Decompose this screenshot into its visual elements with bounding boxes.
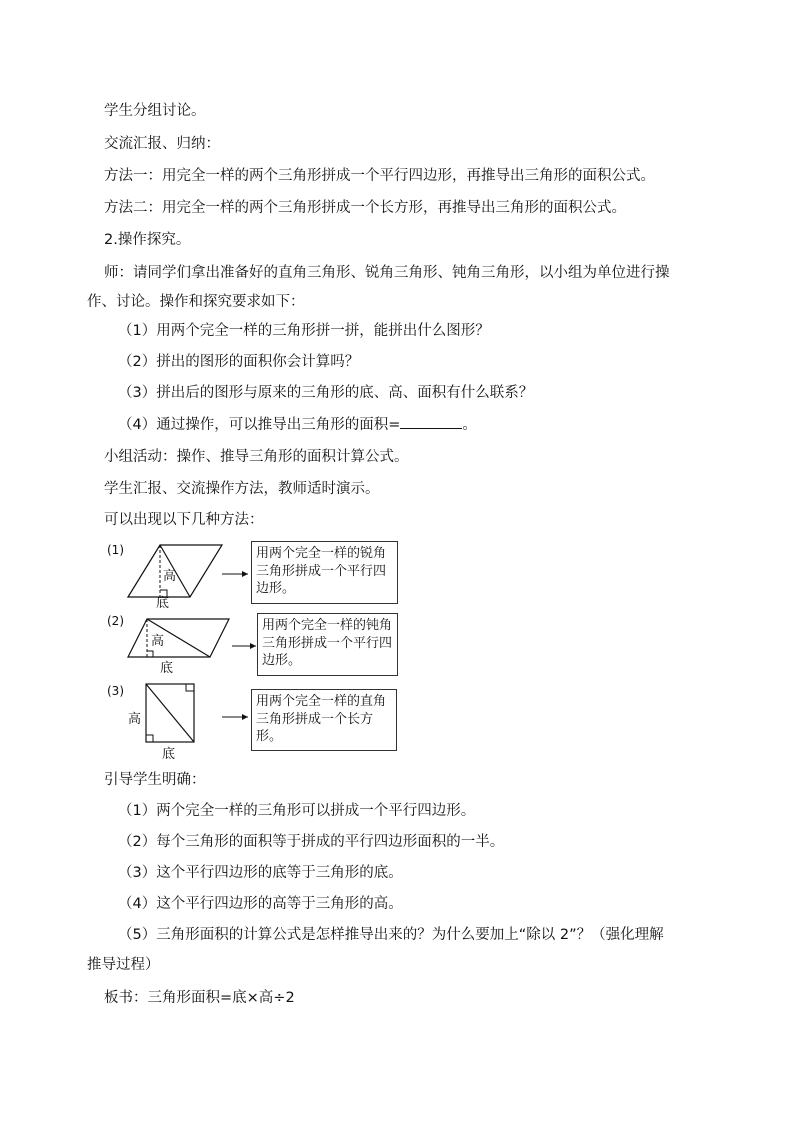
conclusion-item: （4）这个平行四边形的高等于三角形的高。 <box>118 896 403 912</box>
right-angle-mark-3a <box>186 684 194 691</box>
right-angle-mark-3b <box>146 735 153 742</box>
blackboard-formula: 板书：三角形面积=底×高÷2 <box>104 990 295 1006</box>
figure-number-3: (3) <box>107 684 124 698</box>
text-line: 方法二：用完全一样的两个三角形拼成一个长方形，再推导出三角形的面积公式。 <box>104 200 626 216</box>
text-line: 可以出现以下几种方法： <box>104 512 264 528</box>
base-label-2: 底 <box>160 661 174 676</box>
text-line: 师：请同学们拿出准备好的直角三角形、锐角三角形、钝角三角形，以小组为单位进行操 <box>104 265 670 281</box>
diagonal-line-3 <box>146 684 194 742</box>
text-line: 作、讨论。操作和探究要求如下： <box>87 294 305 310</box>
figure-number-1: (1) <box>107 543 124 557</box>
text-line: 交流汇报、归纳： <box>104 136 220 152</box>
section-heading: 2.操作探究。 <box>104 232 191 248</box>
right-angle-mark-2 <box>147 651 153 657</box>
requirement-end: 。 <box>462 417 477 433</box>
figure-number-2: (2) <box>107 614 124 628</box>
height-label-1: 高 <box>163 569 177 584</box>
base-label-1: 底 <box>156 596 170 611</box>
explanation-box-3: 用两个完全一样的直角三角形拼成一个长方形。 <box>251 689 397 751</box>
requirement-item: （3）拼出后的图形与原来的三角形的底、高、面积有什么联系？ <box>118 385 534 401</box>
requirement-text: （4）通过操作，可以推导出三角形的面积= <box>118 417 401 433</box>
explanation-box-2: 用两个完全一样的钝角三角形拼成一个平行四边形。 <box>257 613 398 676</box>
base-label-3: 底 <box>162 747 176 762</box>
text-line: 学生分组讨论。 <box>104 103 206 119</box>
text-line: 引导学生明确： <box>104 772 206 788</box>
arrow-head-1 <box>242 571 248 577</box>
arrow-head-3 <box>242 714 248 720</box>
text-line: 学生汇报、交流操作方法，教师适时演示。 <box>104 481 380 497</box>
conclusion-item-continued: 推导过程） <box>87 957 160 973</box>
height-label-2: 高 <box>151 634 165 649</box>
explanation-box-1: 用两个完全一样的锐角三角形拼成一个平行四边形。 <box>251 541 398 604</box>
arrow-head-2 <box>250 643 256 649</box>
requirement-item: （1）用两个完全一样的三角形拼一拼，能拼出什么图形？ <box>118 323 490 339</box>
conclusion-item: （1）两个完全一样的三角形可以拼成一个平行四边形。 <box>118 803 476 819</box>
conclusion-item: （2）每个三角形的面积等于拼成的平行四边形面积的一半。 <box>118 834 505 850</box>
conclusion-item: （3）这个平行四边形的底等于三角形的底。 <box>118 865 403 881</box>
height-label-3: 高 <box>128 712 142 727</box>
requirement-item: （2）拼出的图形的面积你会计算吗？ <box>118 354 360 370</box>
text-line: 方法一：用完全一样的两个三角形拼成一个平行四边形，再推导出三角形的面积公式。 <box>104 168 655 184</box>
text-line: 小组活动：操作、推导三角形的面积计算公式。 <box>104 449 409 465</box>
conclusion-item: （5）三角形面积的计算公式是怎样推导出来的？为什么要加上“除以 2”？（强化理解 <box>118 927 664 943</box>
